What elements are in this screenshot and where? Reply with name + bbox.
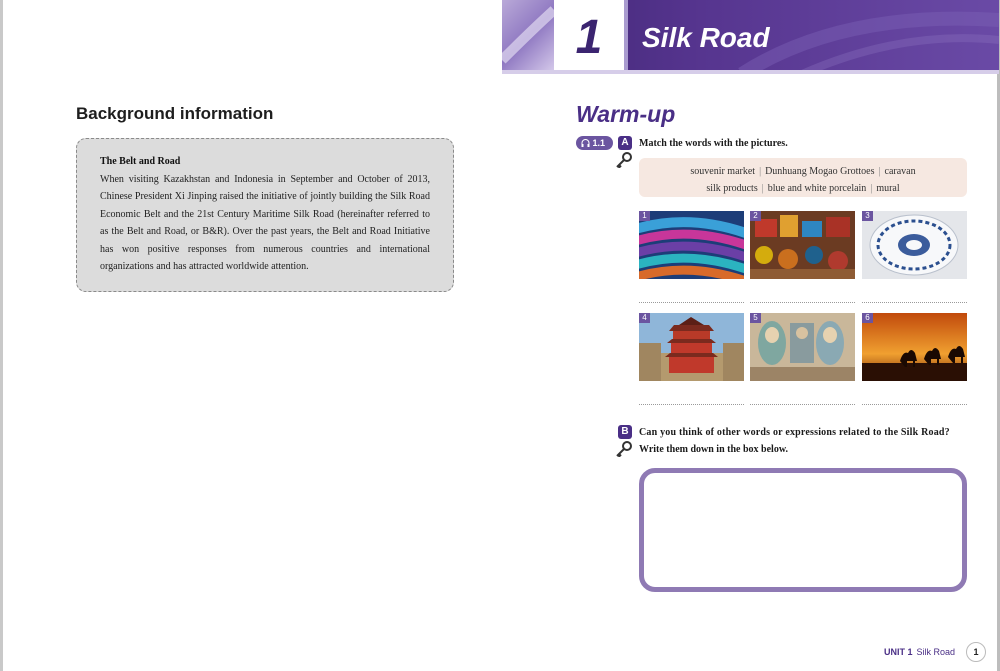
audio-track-number: 1.1 — [592, 138, 606, 148]
word-item: souvenir market — [690, 166, 756, 177]
answer-line-2[interactable] — [750, 302, 855, 303]
picture-number: 2 — [750, 211, 761, 221]
answer-line-4[interactable] — [639, 404, 744, 405]
unit-number-divider — [624, 0, 628, 70]
answer-line-5[interactable] — [750, 404, 855, 405]
warmup-title: Warm-up — [576, 101, 676, 127]
word-item: silk products — [706, 183, 758, 194]
picture-number: 5 — [750, 313, 761, 323]
word-bank — [639, 158, 967, 197]
porcelain-plate-icon — [862, 211, 967, 279]
picture-1-silk — [639, 211, 744, 279]
picture-4-grottoes — [639, 313, 744, 381]
background-info-box — [76, 138, 454, 292]
background-box-text: When visiting Kazakhstan and Indonesia in September and October of 2013, Chinese President Xi Jinping raised the initiative of jointly building the Silk Road Economic Belt and the 21st Century Maritime Silk Road (hereinafter referred to as the Belt and Road, or B&R). Over the past years, the Belt and Road Initiative has won positive responses from numerous countries and international organizations and has attracted worldwide attention. — [100, 174, 430, 273]
key-icon — [615, 152, 633, 168]
word-item: caravan — [884, 166, 916, 177]
grottoes-pagoda-icon — [639, 313, 744, 381]
mural-icon — [750, 313, 855, 381]
footer-unit-label: UNIT 1 — [884, 647, 913, 657]
answer-line-1[interactable] — [639, 302, 744, 303]
picture-number: 4 — [639, 313, 650, 323]
background-heading: Background information — [76, 104, 274, 123]
headphones-icon — [581, 139, 590, 147]
answer-line-6[interactable] — [862, 404, 967, 405]
word-item: mural — [876, 183, 900, 194]
picture-5-mural — [750, 313, 855, 381]
picture-3-porcelain — [862, 211, 967, 279]
part-b-instruction-2: Write them down in the box below. — [639, 444, 788, 455]
audio-track-button[interactable] — [576, 136, 613, 150]
word-separator: | — [870, 183, 873, 194]
silk-fabric-icon — [639, 211, 744, 279]
part-b-badge: B — [618, 425, 632, 439]
unit-number: 1 — [575, 11, 603, 64]
word-bank-line-1 — [639, 163, 967, 180]
footer-unit-name: Silk Road — [916, 647, 956, 657]
unit-title: Silk Road — [642, 22, 770, 53]
key-icon — [615, 441, 633, 457]
part-b-instruction-1: Can you think of other words or expressions related to the Silk Road? — [639, 427, 950, 438]
word-separator: | — [759, 166, 762, 177]
part-a-badge: A — [618, 136, 632, 150]
picture-number: 6 — [862, 313, 873, 323]
word-item: Dunhuang Mogao Grottoes — [765, 166, 875, 177]
picture-number: 3 — [862, 211, 873, 221]
caravan-sunset-icon — [862, 313, 967, 381]
answer-line-3[interactable] — [862, 302, 967, 303]
answer-writing-box[interactable] — [639, 468, 967, 592]
word-separator: | — [878, 166, 881, 177]
word-separator: | — [761, 183, 764, 194]
word-item: blue and white porcelain — [767, 183, 867, 194]
left-page-edge — [0, 0, 3, 671]
page-footer — [884, 647, 955, 657]
picture-number: 1 — [639, 211, 650, 221]
page-number: 1 — [966, 642, 986, 662]
banner-underline — [502, 70, 999, 74]
picture-6-caravan — [862, 313, 967, 381]
souvenir-market-icon — [750, 211, 855, 279]
unit-banner — [502, 0, 999, 74]
background-box-title: The Belt and Road — [100, 156, 181, 167]
part-a-instruction: Match the words with the pictures. — [639, 138, 788, 149]
word-bank-line-2 — [639, 180, 967, 197]
picture-2-market — [750, 211, 855, 279]
